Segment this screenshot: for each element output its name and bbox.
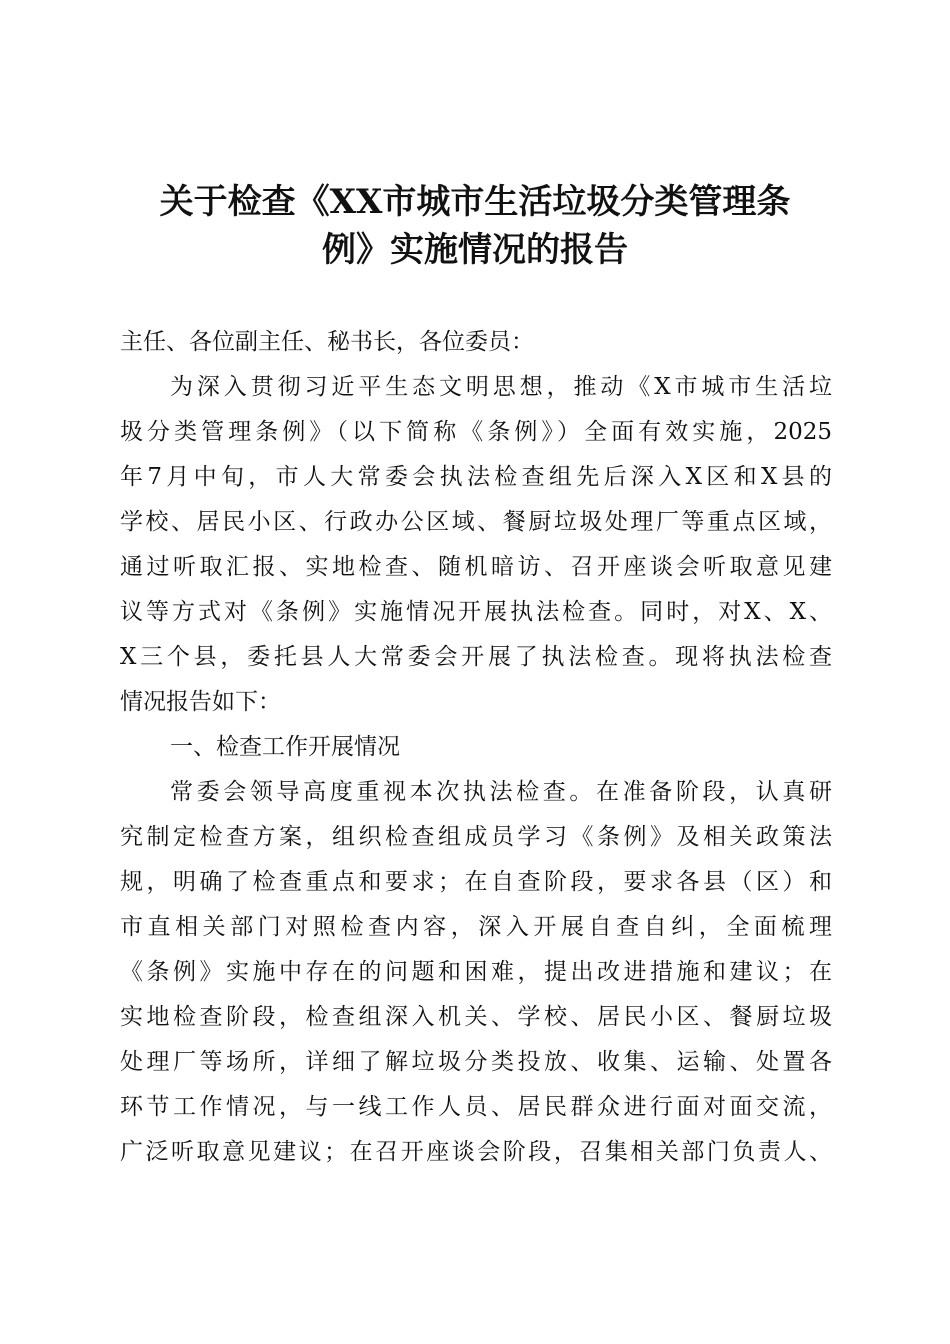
intro-paragraph-line: 为深入贯彻习近平生态文明思想，推动《X市城市生活垃 <box>170 374 832 400</box>
document-title <box>80 178 870 274</box>
intro-paragraph-line: 学校、居民小区、行政办公区域、餐厨垃圾处理厂等重点区域， <box>120 509 832 535</box>
section-paragraph-line: 规，明确了检查重点和要求；在自查阶段，要求各县（区）和 <box>120 869 832 895</box>
section-paragraph-line: 常委会领导高度重视本次执法检查。在准备阶段，认真研 <box>170 779 832 805</box>
salutation: 主任、各位副主任、秘书长，各位委员： <box>120 329 534 355</box>
section-heading: 一、检查工作开展情况 <box>170 734 400 760</box>
section-paragraph-line: 市直相关部门对照检查内容，深入开展自查自纠，全面梳理 <box>120 914 832 940</box>
section-paragraph-line: 广泛听取意见建议；在召开座谈会阶段，召集相关部门负责人、 <box>120 1139 832 1165</box>
section-paragraph-line: 实地检查阶段，检查组深入机关、学校、居民小区、餐厨垃圾 <box>120 1004 832 1030</box>
intro-paragraph-line: X三个县，委托县人大常委会开展了执法检查。现将执法检查 <box>120 644 832 670</box>
intro-paragraph-line: 情况报告如下： <box>120 689 281 715</box>
intro-paragraph-line: 圾分类管理条例》（以下简称《条例》）全面有效实施，2025 <box>120 419 832 445</box>
section-paragraph-line: 环节工作情况，与一线工作人员、居民群众进行面对面交流， <box>120 1094 832 1120</box>
section-paragraph-line: 《条例》实施中存在的问题和困难，提出改进措施和建议；在 <box>120 959 832 985</box>
intro-paragraph-line: 通过听取汇报、实地检查、随机暗访、召开座谈会听取意见建 <box>120 554 832 580</box>
title-line: 关于检查《XX市城市生活垃圾分类管理条 <box>159 182 791 222</box>
title-line: 例》实施情况的报告 <box>322 230 628 270</box>
intro-paragraph-line: 议等方式对《条例》实施情况开展执法检查。同时，对X、X、 <box>120 599 832 625</box>
intro-paragraph-line: 年7月中旬，市人大常委会执法检查组先后深入X区和X县的 <box>120 464 832 490</box>
document-body <box>120 320 832 1175</box>
section-paragraph-line: 处理厂等场所，详细了解垃圾分类投放、收集、运输、处置各 <box>120 1049 832 1075</box>
section-paragraph-line: 究制定检查方案，组织检查组成员学习《条例》及相关政策法 <box>120 824 832 850</box>
